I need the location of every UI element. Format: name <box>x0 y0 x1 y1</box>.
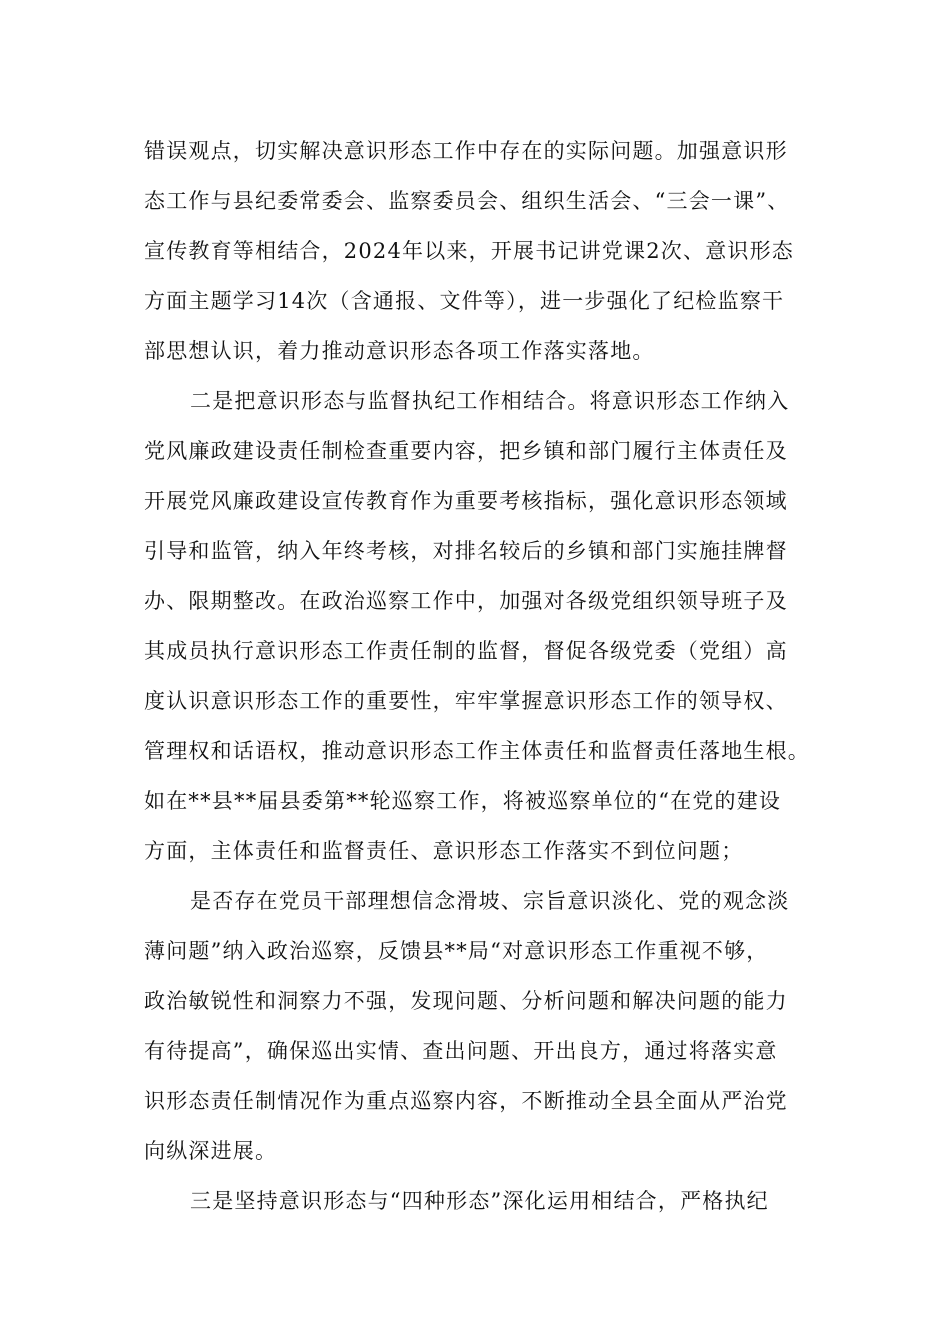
text-line: 其成员执行意识形态工作责任制的监督，督促各级党委（党组）高 <box>144 639 788 663</box>
text-line: 态工作与县纪委常委会、监察委员会、组织生活会、“三会一课”、 <box>144 189 790 213</box>
text-line: 有待提高”，确保巡出实情、查出问题、开出良方，通过将落实意 <box>144 1039 778 1063</box>
text-line: 向纵深进展。 <box>144 1139 278 1163</box>
text-line: 部思想认识，着力推动意识形态各项工作落实落地。 <box>144 339 655 363</box>
text-line: 管理权和话语权，推动意识形态工作主体责任和监督责任落地生根。 <box>144 739 810 763</box>
text-line: 党风廉政建设责任制检查重要内容，把乡镇和部门履行主体责任及 <box>144 439 788 463</box>
text-line: 薄问题”纳入政治巡察，反馈县**局“对意识形态工作重视不够， <box>144 939 769 963</box>
text-line: 识形态责任制情况作为重点巡察内容，不断推动全县全面从严治党 <box>144 1089 788 1113</box>
text-line: 政治敏锐性和洞察力不强，发现问题、分析问题和解决问题的能力 <box>144 989 788 1013</box>
text-line: 如在**县**届县委第**轮巡察工作，将被巡察单位的“在党的建设 <box>144 789 782 813</box>
paragraph-start-line: 三是坚持意识形态与“四种形态”深化运用相结合，严格执纪 <box>190 1189 769 1213</box>
text-line: 办、限期整改。在政治巡察工作中，加强对各级党组织领导班子及 <box>144 589 788 613</box>
text-line: 开展党风廉政建设宣传教育作为重要考核指标，强化意识形态领域 <box>144 489 788 513</box>
text-line: 引导和监管，纳入年终考核，对排名较后的乡镇和部门实施挂牌督 <box>144 539 788 563</box>
text-line: 方面，主体责任和监督责任、意识形态工作落实不到位问题； <box>144 839 744 863</box>
text-line: 方面主题学习14次（含通报、文件等），进一步强化了纪检监察干 <box>144 289 785 313</box>
text-line: 错误观点，切实解决意识形态工作中存在的实际问题。加强意识形 <box>144 139 788 163</box>
paragraph-start-line: 二是把意识形态与监督执纪工作相结合。将意识形态工作纳入 <box>190 389 790 413</box>
text-line: 度认识意识形态工作的重要性，牢牢掌握意识形态工作的领导权、 <box>144 689 788 713</box>
text-line: 宣传教育等相结合，2024年以来，开展书记讲党课2次、意识形态 <box>144 239 795 263</box>
paragraph-start-line: 是否存在党员干部理想信念滑坡、宗旨意识淡化、党的观念淡 <box>190 889 790 913</box>
